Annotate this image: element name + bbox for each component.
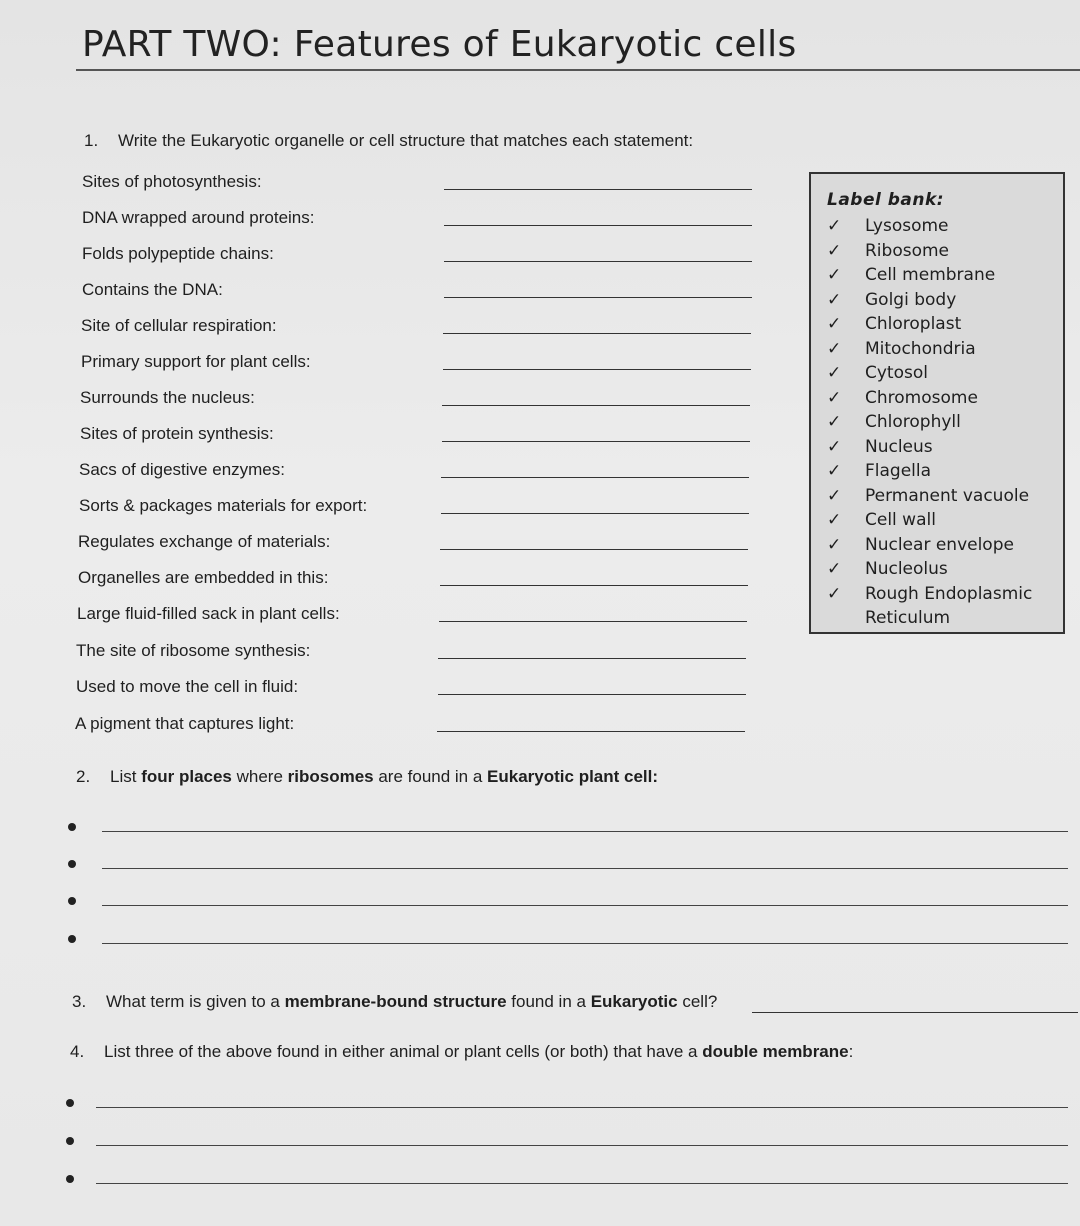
checkmark-icon: ✓ — [827, 412, 842, 432]
answer-line[interactable] — [443, 369, 751, 370]
q2-answer-row — [68, 823, 1070, 843]
answer-line[interactable] — [443, 333, 751, 334]
title-underline — [76, 69, 1080, 71]
q3-answer-line[interactable] — [752, 1012, 1078, 1013]
statement-label: Sites of protein synthesis: — [80, 424, 274, 443]
statement-row — [80, 388, 750, 418]
answer-line[interactable] — [442, 405, 750, 406]
answer-line[interactable] — [442, 441, 750, 442]
checkmark-icon: ✓ — [827, 387, 842, 408]
q2-answer-row — [68, 897, 1070, 917]
label-bank: Label bank: ✓ Lysosome ✓ Ribosome ✓ Cell membrane ✓ Golgi body ✓ Chloroplast ✓ Mitochondria ✓ Cytosol ✓ Chromosome ✓ Chlorophyll ✓ Nucleus ✓ Flagella ✓ Permanent vacuole ✓ Cell wall ✓ Nuclear envelope ✓ Nucleolus ✓ Rough Endoplasmic Reticulum — [809, 172, 1065, 634]
statement-label: Sacs of digestive enzymes: — [79, 460, 285, 479]
statement-row — [81, 316, 751, 346]
checkmark-icon: ✓ — [827, 216, 842, 236]
answer-line[interactable] — [102, 905, 1068, 906]
answer-line[interactable] — [441, 477, 749, 478]
statement-label: DNA wrapped around proteins: — [82, 208, 315, 227]
statement-row — [82, 208, 752, 238]
checkmark-icon: ✓ — [827, 363, 842, 383]
question-4: 4. List three of the above found in either animal or plant cells (or both) that have a double membrane: — [70, 1042, 854, 1061]
checkmark-icon: ✓ — [827, 583, 842, 604]
question-3-number: 3. — [72, 992, 87, 1011]
answer-line[interactable] — [96, 1145, 1068, 1146]
bullet-icon — [68, 935, 76, 943]
question-1-number: 1. — [84, 131, 99, 150]
statement-label: Site of cellular respiration: — [81, 316, 277, 335]
checkmark-icon: ✓ — [827, 265, 842, 285]
statement-row — [79, 496, 749, 526]
checkmark-icon: ✓ — [827, 436, 842, 457]
checkmark-icon: ✓ — [827, 314, 842, 334]
checkmark-icon: ✓ — [827, 559, 842, 579]
answer-line[interactable] — [96, 1107, 1068, 1108]
answer-line[interactable] — [439, 621, 747, 622]
statement-row — [77, 604, 747, 634]
statement-row — [75, 714, 745, 744]
question-1-prompt: Write the Eukaryotic organelle or cell structure that matches each statement: — [118, 131, 694, 150]
checkmark-icon: ✓ — [827, 240, 842, 261]
checkmark-icon: ✓ — [827, 289, 842, 310]
statement-label: A pigment that captures light: — [75, 714, 295, 733]
statement-label: Surrounds the nucleus: — [80, 388, 255, 407]
q2-answer-row — [68, 860, 1070, 880]
statement-label: Organelles are embedded in this: — [78, 568, 329, 587]
statement-label: Large fluid-filled sack in plant cells: — [77, 604, 340, 623]
q2-answer-row — [68, 935, 1070, 955]
answer-line[interactable] — [444, 225, 752, 226]
answer-line[interactable] — [102, 943, 1068, 944]
statement-label: Sorts & packages materials for export: — [79, 496, 368, 515]
statement-row — [76, 677, 746, 707]
bullet-icon — [66, 1099, 74, 1107]
answer-line[interactable] — [102, 831, 1068, 832]
answer-line[interactable] — [440, 549, 748, 550]
answer-line[interactable] — [96, 1183, 1068, 1184]
statement-row — [78, 532, 748, 562]
answer-line[interactable] — [440, 585, 748, 586]
statement-row — [82, 172, 752, 202]
question-2: 2. List four places where ribosomes are found in a Eukaryotic plant cell: — [76, 767, 659, 786]
statement-label: The site of ribosome synthesis: — [76, 641, 311, 660]
question-2-number: 2. — [76, 767, 91, 786]
answer-line[interactable] — [444, 189, 752, 190]
statement-label: Contains the DNA: — [82, 280, 223, 299]
question-3: 3. What term is given to a membrane-bound structure found in a Eukaryotic cell? — [72, 992, 718, 1011]
statement-row — [82, 244, 752, 274]
bullet-icon — [68, 897, 76, 905]
checkmark-icon: ✓ — [827, 485, 842, 506]
answer-line[interactable] — [441, 513, 749, 514]
statement-row — [78, 568, 748, 598]
statement-label: Regulates exchange of materials: — [78, 532, 331, 551]
question-1 — [84, 131, 693, 151]
checkmark-icon: ✓ — [827, 510, 842, 530]
bullet-icon — [66, 1137, 74, 1145]
page-title: PART TWO: Features of Eukaryotic cells — [82, 24, 797, 65]
statement-row — [81, 352, 751, 382]
bullet-icon — [68, 823, 76, 831]
statement-label: Used to move the cell in fluid: — [76, 677, 299, 696]
checkmark-icon: ✓ — [827, 534, 842, 555]
q4-answer-row — [66, 1137, 1070, 1157]
statement-row — [79, 460, 749, 490]
bullet-icon — [68, 860, 76, 868]
answer-line[interactable] — [438, 658, 746, 659]
answer-line[interactable] — [438, 694, 746, 695]
answer-line[interactable] — [102, 868, 1068, 869]
answer-line[interactable] — [444, 297, 752, 298]
q4-answer-row — [66, 1175, 1070, 1195]
q4-answer-row — [66, 1099, 1070, 1119]
checkmark-icon: ✓ — [827, 461, 842, 481]
answer-line[interactable] — [437, 731, 745, 732]
answer-line[interactable] — [444, 261, 752, 262]
statement-row — [82, 280, 752, 310]
statement-row — [76, 641, 746, 671]
statement-label: Sites of photosynthesis: — [82, 172, 262, 191]
bullet-icon — [66, 1175, 74, 1183]
label-bank-title: Label bank: — [827, 190, 945, 210]
statement-label: Primary support for plant cells: — [81, 352, 311, 371]
statement-row — [80, 424, 750, 454]
checkmark-icon: ✓ — [827, 338, 842, 359]
statement-label: Folds polypeptide chains: — [82, 244, 274, 263]
question-4-number: 4. — [70, 1042, 85, 1061]
